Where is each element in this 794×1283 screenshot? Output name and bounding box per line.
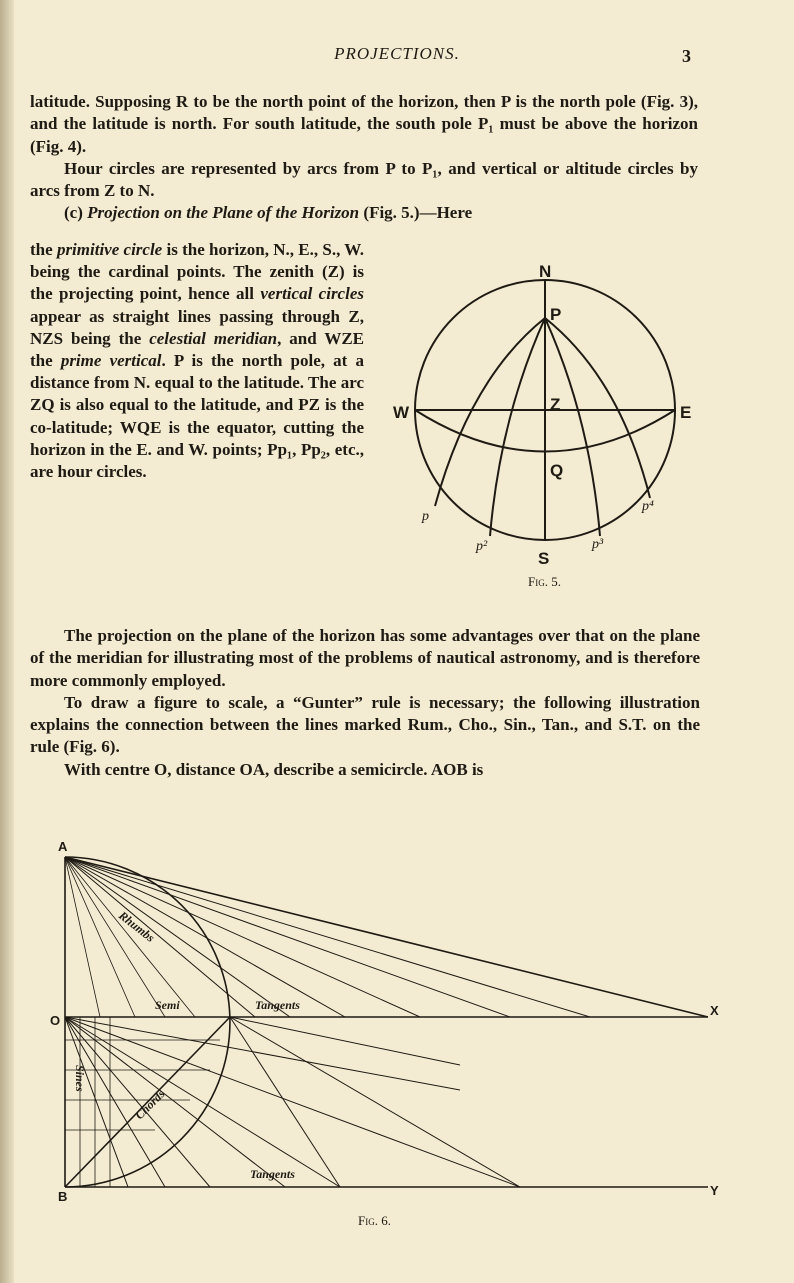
section-label: (c) (64, 203, 88, 223)
body-paragraph-3: With centre O, distance OA, describe a semicircle. AOB is (64, 759, 484, 779)
term-vertical-circles: vertical circles (260, 284, 364, 304)
scale-label-chords: Chords (132, 1086, 168, 1123)
body-text (30, 625, 700, 781)
label-q: Q (550, 461, 564, 480)
figure-5-horizon-projection (380, 258, 700, 588)
label-w: W (393, 403, 410, 422)
label-y: Y (710, 1183, 719, 1198)
intro-text (30, 91, 698, 225)
label-p: P (550, 305, 562, 324)
page-number: 3 (682, 46, 691, 66)
lower-rays (65, 1017, 520, 1187)
text-run: is the horizon, N., E., S., W. being the cardinal points. The zenith (Z) is the projecting point, hence all (30, 240, 364, 304)
label-o: O (50, 1013, 61, 1028)
wrapped-paragraph (30, 239, 364, 483)
figure-6-caption: Fig. 6. (358, 1213, 391, 1228)
label-s: S (538, 549, 550, 568)
scale-label-semi: Semi (155, 998, 180, 1012)
text-run: , and WZE the (30, 328, 364, 371)
term-primitive-circle: primitive circle (56, 240, 163, 259)
text-run: appear as straight lines passing through Z, NZS being the (30, 306, 364, 348)
label-n: N (539, 262, 552, 281)
hour-circle-3 (545, 318, 600, 536)
label-e: E (680, 403, 692, 422)
label-z: Z (550, 395, 561, 414)
term-celestial-meridian: celestial meridian (149, 328, 278, 348)
page-gutter-shadow (0, 0, 14, 1283)
label-p2: p² (476, 539, 488, 554)
term-prime-vertical: prime vertical (60, 351, 162, 371)
hour-circle-2 (490, 318, 545, 536)
label-x: X (710, 1003, 719, 1018)
scale-label-rhumbs: Rhumbs (116, 908, 158, 945)
intro-paragraph-1: latitude. Supposing R to be the north point of the horizon, then P is the north pole (Fig. 3), and the latitude is north. For south latitude, the south pole P₁ must be above the horizon (Fig. 4). (30, 92, 698, 156)
wrapped-paragraph-text (30, 239, 364, 483)
hour-circle-1 (435, 318, 545, 506)
scale-label-sines: Sines (73, 1065, 87, 1092)
scale-label-tangents-lower: Tangents (250, 1167, 295, 1181)
semicircle-hatching (65, 857, 220, 1187)
label-b: B (58, 1189, 68, 1204)
body-paragraph-1: The projection on the plane of the horizon has some advantages over that on the plane of the meridian for illustrating most of the problems of nautical astronomy, and is therefore more commonly employed. (30, 626, 700, 690)
text-run: . P is the north pole, at a distance from N. equal to the latitude. The arc ZQ is also equal to the latitude, and PZ is the co-latitude; WQE is the equator, cutting the horizon in the E. and W. points; Pp₁, Pp₂, etc., are hour circles. (30, 351, 364, 482)
figure-6-gunter-scales (40, 835, 730, 1235)
running-title: PROJECTIONS. (334, 44, 460, 63)
figure-5-caption: Fig. 5. (528, 574, 561, 588)
scale-label-tangents-upper: Tangents (255, 998, 300, 1012)
ax-line (65, 857, 708, 1017)
section-title: Projection on the Plane of the Horizon (87, 203, 360, 223)
text-run: the (30, 240, 57, 259)
section-heading (30, 202, 698, 224)
label-p3: p³ (592, 537, 604, 552)
section-heading-rest: (Fig. 5.)—Here (359, 203, 473, 223)
label-a: A (58, 839, 68, 854)
label-p1: p (422, 509, 429, 524)
label-p4: p⁴ (642, 499, 654, 514)
intro-paragraph-2: Hour circles are represented by arcs from P to P₁, and vertical or altitude circles by arcs from Z to N. (30, 158, 698, 201)
body-paragraph-2: To draw a figure to scale, a “Gunter” rule is necessary; the following illustration explains the connection between the lines marked Rum., Cho., Sin., Tan., and S.T. on the rule (Fig. 6). (30, 692, 700, 757)
